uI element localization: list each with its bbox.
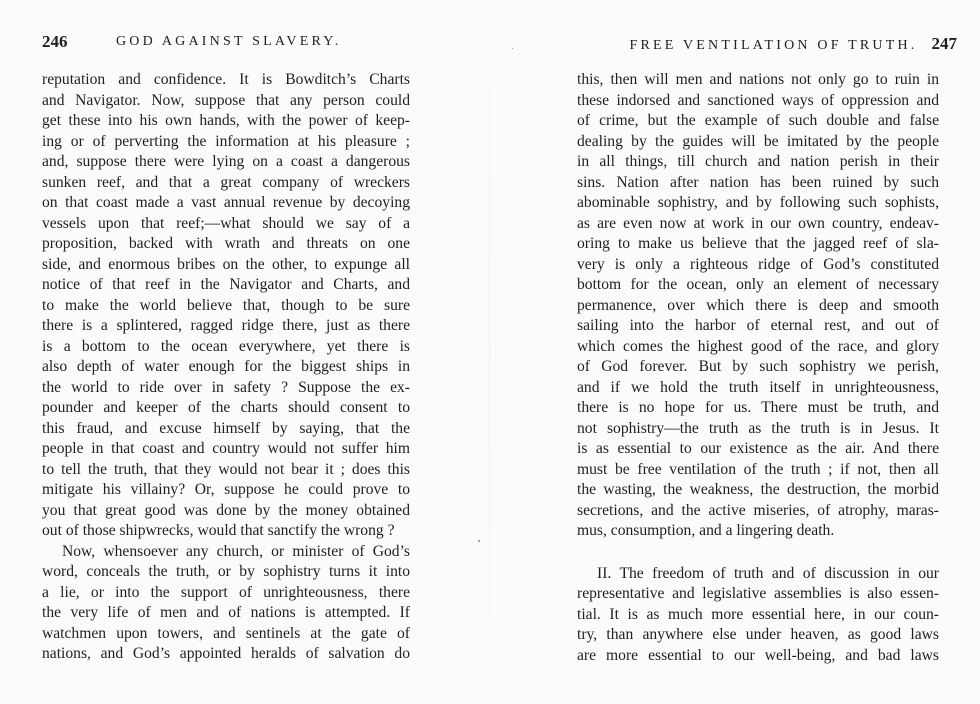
right-running-title: FREE VENTILATION OF TRUTH. <box>629 38 918 53</box>
text-line: abominable sophistry, and by following such sophists, <box>577 194 939 211</box>
text-line: representative and legislative assemblies is also essen- <box>577 585 939 602</box>
text-line: to tell the truth, that they would not bear it ; does this <box>42 460 410 478</box>
text-line: sins. Nation after nation has been ruined by such <box>577 173 939 191</box>
text-line: also depth of water enough for the biggest ships in <box>42 358 410 375</box>
paragraph-first-line: II. The freedom of truth and of discussion in our <box>597 564 939 582</box>
text-line: proposition, backed with wrath and threats on one <box>42 235 410 252</box>
text-line: there is no hope for us. There must be truth, and <box>577 399 939 416</box>
text-line: there is a splintered, ragged ridge there, just as there <box>42 317 410 334</box>
text-line: not sophistry—the truth as the truth is in Jesus. It <box>577 419 939 437</box>
text-line: reputation and confidence. It is Bowditch’s Charts <box>42 71 410 88</box>
text-line: and Navigator. Now, suppose that any person could <box>42 91 410 109</box>
text-line: which comes the highest good of the race, and glory <box>577 337 939 355</box>
text-line: this fraud, and excuse himself by saying, that the <box>42 419 410 437</box>
text-line: get these into his own hands, with the power of keep- <box>42 112 410 129</box>
text-line: in all things, till church and nation perish in their <box>577 153 939 170</box>
text-line: watchmen upon towers, and sentinels at the gate of <box>42 624 410 642</box>
text-line: oring to make us believe that the jagged reef of sla- <box>577 235 939 252</box>
text-line: mus, consumption, and a lingering death. <box>577 522 835 539</box>
paper-speck <box>478 540 480 542</box>
text-line: on that coast made a vast annual revenue by decoying <box>42 194 410 211</box>
text-line: are more essential to our well-being, and bad laws <box>577 646 939 664</box>
left-page-text <box>42 70 410 665</box>
right-running-head <box>612 34 957 58</box>
text-line: these indorsed and sanctioned ways of oppression and <box>577 91 939 109</box>
text-line: tial. It is as much more essential here, in our coun- <box>577 605 939 623</box>
text-line: word, conceals the truth, or by sophistry turns it into <box>42 563 410 580</box>
left-running-head <box>42 34 412 58</box>
paragraph-first-line: Now, whensoever any church, or minister of God’s <box>62 542 410 560</box>
text-line: very is only a righteous ridge of God’s constituted <box>577 255 939 273</box>
text-line: you that great good was done by the money obtained <box>42 501 410 519</box>
paper-speck <box>512 48 513 49</box>
text-line: nations, and God’s appointed heralds of salvation do <box>42 645 410 662</box>
text-line: a lie, or into the support of unrighteousness, there <box>42 583 410 601</box>
text-line: out of those shipwrecks, would that sanctify the wrong ? <box>42 522 395 539</box>
text-line: the very life of men and of nations is attempted. If <box>42 604 410 621</box>
text-line: vessels upon that reef;—what should we say of a <box>42 214 410 232</box>
text-line: mitigate his villainy? Or, suppose he could prove to <box>42 481 410 498</box>
text-line: as are even now at work in our own country, endeav- <box>577 214 939 232</box>
text-line: notice of that reef in the Navigator and Charts, and <box>42 276 410 293</box>
right-page <box>490 0 980 704</box>
text-line: permanence, over which there is deep and smooth <box>577 296 939 314</box>
text-line: people in that coast and country would not suffer him <box>42 440 410 457</box>
right-page-text <box>577 70 939 666</box>
text-line: of God forever. But by such sophistry we perish, <box>577 358 939 375</box>
text-line: secretions, and the active miseries, of atrophy, maras- <box>577 501 939 519</box>
right-page-number: 247 <box>931 34 957 53</box>
left-page-number: 246 <box>42 32 68 51</box>
text-line: the wasting, the weakness, the destruction, the morbid <box>577 481 939 498</box>
text-line: to make the world believe that, though to be sure <box>42 296 410 314</box>
text-line: must be free ventilation of the truth ; if not, then all <box>577 460 939 478</box>
left-running-title: GOD AGAINST SLAVERY. <box>116 34 342 49</box>
text-line: sunken reef, and that a great company of wreckers <box>42 173 410 191</box>
text-line: ing or of perverting the information at his pleasure ; <box>42 132 410 150</box>
text-line: of crime, but the example of such double and false <box>577 112 939 129</box>
text-line: the world to ride over in safety ? Suppose the ex- <box>42 378 410 396</box>
text-line: try, than anywhere else under heaven, as good laws <box>577 626 939 643</box>
text-line: is a bottom to the ocean everywhere, yet there is <box>42 337 410 355</box>
text-line: sailing into the harbor of eternal rest, and out of <box>577 317 939 334</box>
text-line: and, suppose there were lying on a coast a dangerous <box>42 153 410 170</box>
text-line: and if we hold the truth itself in unrighteousness, <box>577 378 939 396</box>
text-line: this, then will men and nations not only go to ruin in <box>577 71 939 88</box>
text-line: side, and enormous bribes on the other, to expunge all <box>42 255 410 273</box>
text-line: pounder and keeper of the charts should consent to <box>42 399 410 416</box>
text-line: is as essential to our existence as the air. And there <box>577 440 939 457</box>
paragraph-gap <box>577 542 939 564</box>
text-line: dealing by the guides will be imitated by the people <box>577 132 939 150</box>
text-line: bottom for the ocean, only an element of necessary <box>577 276 939 293</box>
